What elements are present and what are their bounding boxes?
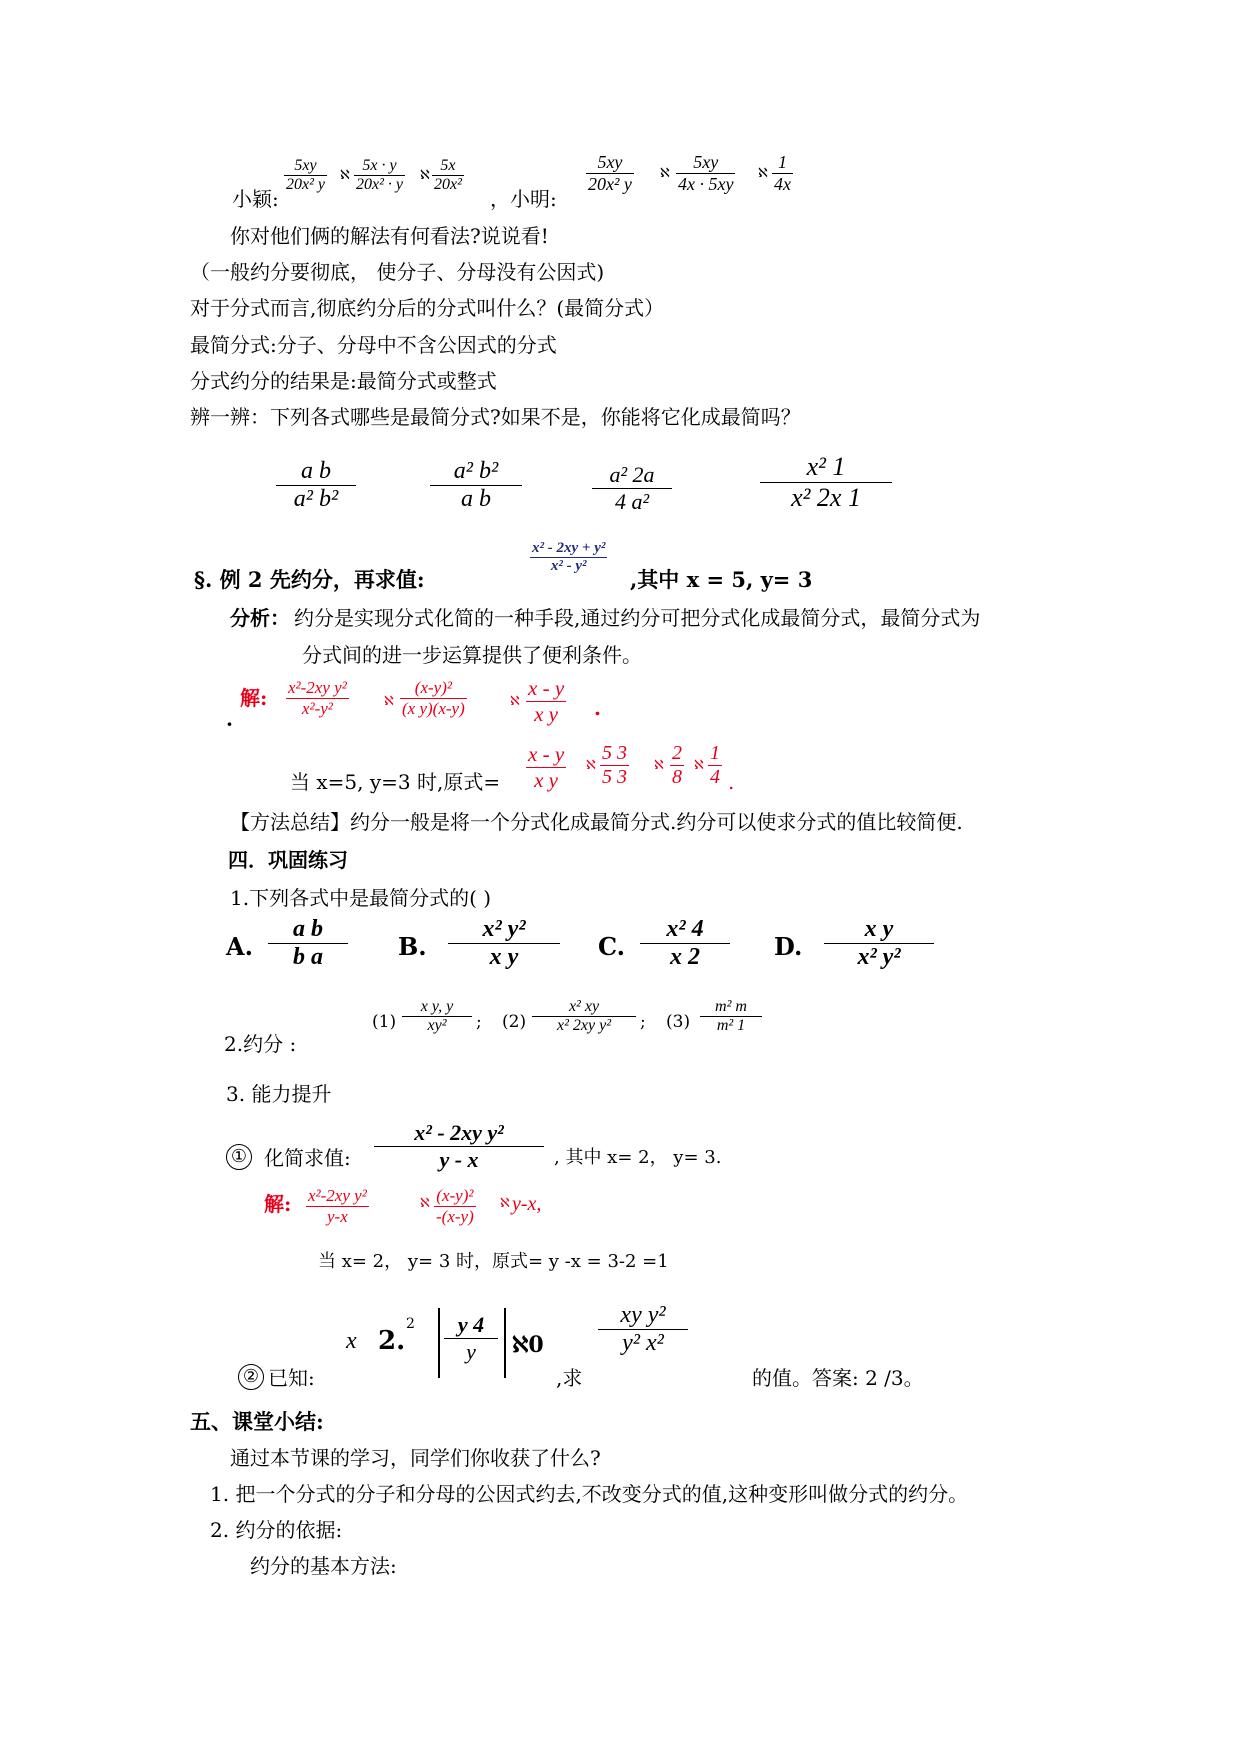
- fraction: a b b a: [268, 916, 348, 971]
- text-line: 分式约分的结果是:最简分式或整式: [190, 369, 497, 393]
- circled-number-1: ①: [226, 1144, 252, 1170]
- question-label: 化简求值:: [264, 1146, 351, 1170]
- fraction: 1 4: [710, 742, 720, 788]
- fraction: x²-2xy y² y-x: [308, 1186, 367, 1226]
- equals-symbol: ℵ: [694, 758, 704, 773]
- fraction: 5x 20x²: [434, 157, 462, 193]
- equals-symbol: ℵ: [420, 1196, 430, 1211]
- fraction: x²-2xy y² x²-y²: [288, 678, 347, 718]
- fraction: 1 4x: [774, 152, 791, 194]
- fraction: x² xy x² 2xy y²: [532, 998, 636, 1035]
- summary-text: 通过本节课的学习，同学们你收获了什么?: [230, 1446, 601, 1470]
- fraction: x² y² x y: [448, 916, 560, 971]
- fraction: (x-y)² (x y)(x-y): [402, 678, 465, 718]
- question-label: 已知:: [268, 1366, 315, 1390]
- equals-symbol: ℵ: [340, 168, 350, 183]
- analysis-text: 约分是实现分式化简的一种手段,通过约分可把分式化成最简分式，最简分式为: [294, 606, 981, 630]
- equals-symbol: ℵ: [510, 694, 520, 709]
- fraction: x - y x y: [528, 742, 565, 792]
- analysis-text: 分式间的进一步运算提供了便利条件。: [302, 643, 642, 667]
- part-number: (3): [666, 1012, 691, 1032]
- section-heading: 五、课堂小结:: [190, 1409, 324, 1434]
- equals-symbol: ℵ: [384, 694, 394, 709]
- fraction: a b a² b²: [276, 458, 356, 513]
- question-stem: 1.下列各式中是最简分式的( ): [230, 886, 492, 910]
- text-line: 你对他们俩的解法有何看法?说说看!: [230, 224, 549, 248]
- solution-label: 解:: [240, 686, 268, 710]
- period: .: [728, 770, 735, 794]
- option-label-c: C.: [598, 932, 626, 961]
- method-summary: 【方法总结】约分一般是将一个分式化成最简分式.约分可以使求分式的值比较简便.: [230, 810, 963, 834]
- option-label-d: D.: [774, 932, 803, 961]
- fraction: 5xy 4x · 5xy: [678, 152, 734, 194]
- equals-symbol: ℵ: [654, 758, 664, 773]
- fraction: a² 2a 4 a²: [592, 462, 672, 515]
- option-label-a: A.: [226, 932, 253, 961]
- fraction: x² - 2xy y² y - x: [374, 1120, 544, 1173]
- example-heading: §. 例 2 先约分，再求值:: [194, 567, 425, 592]
- analysis-label: 分析：: [230, 606, 290, 630]
- fraction: x² 1 x² 2x 1: [760, 452, 892, 513]
- text-line: 辨一辨：下列各式哪些是最简分式?如果不是，你能将它化成最简吗？: [190, 405, 801, 429]
- number-two: 2.: [378, 1326, 406, 1356]
- equals-zero: ℵ0: [512, 1332, 544, 1358]
- question-text: ,求: [556, 1366, 583, 1390]
- fraction: a² b² a b: [430, 458, 522, 513]
- equals-symbol: ℵ: [660, 166, 670, 181]
- exponent: 2: [406, 1316, 415, 1332]
- summary-item: 1. 把一个分式的分子和分母的公因式约去,不改变分式的值,这种变形叫做分式的约分。: [210, 1482, 969, 1506]
- example-condition: ,其中 x = 5, y= 3: [630, 567, 813, 592]
- fraction: 5xy 20x² y: [588, 152, 632, 194]
- option-label-b: B.: [398, 932, 427, 961]
- fraction: x² 4 x 2: [640, 916, 730, 971]
- result: y-x,: [512, 1193, 542, 1215]
- separator: ;: [476, 1012, 482, 1032]
- question-label: 2.约分 :: [224, 1032, 297, 1056]
- equals-symbol: ℵ: [420, 168, 430, 183]
- part-number: (1): [372, 1012, 397, 1032]
- fraction: m² m m² 1: [700, 998, 762, 1035]
- equals-symbol: ℵ: [758, 166, 768, 181]
- fraction: 2 8: [672, 742, 682, 788]
- text-line: （一般约分要彻底， 使分子、分母没有公因式): [190, 260, 605, 284]
- fraction: 5x · y 20x² · y: [356, 157, 403, 193]
- fraction: x² - 2xy + y² x² - y²: [532, 540, 606, 574]
- section-heading: 四．巩固练习: [228, 848, 348, 872]
- summary-item: 2. 约分的依据:: [210, 1518, 343, 1542]
- substitution-text: 当 x=5, y=3 时,原式=: [290, 770, 501, 794]
- summary-text: 约分的基本方法:: [250, 1554, 397, 1578]
- xiaoying-label: 小颖:: [232, 187, 279, 211]
- question-condition: , 其中 x= 2， y= 3.: [554, 1147, 722, 1168]
- fraction: 5xy 20x² y: [286, 157, 325, 193]
- bullet-dot: ·: [226, 712, 233, 736]
- period: .: [594, 696, 601, 720]
- fraction: (x-y)² -(x-y): [436, 1186, 474, 1226]
- fraction: xy y² y² x²: [598, 1302, 688, 1357]
- text-line: 对于分式而言,彻底约分后的分式叫什么？(最简分式）: [190, 296, 665, 320]
- solution-label: 解:: [264, 1192, 292, 1216]
- question-title: 3. 能力提升: [226, 1082, 332, 1106]
- equals-symbol: ℵ: [500, 1196, 510, 1211]
- part-number: (2): [502, 1012, 527, 1032]
- equals-symbol: ℵ: [586, 758, 596, 773]
- text-line: 最简分式:分子、分母中不含公因式的分式: [190, 333, 557, 357]
- circled-number-2: ②: [238, 1364, 264, 1390]
- separator: ;: [640, 1012, 646, 1032]
- fraction: x - y x y: [528, 676, 565, 726]
- fraction: y 4 y: [444, 1312, 498, 1365]
- fraction: x y, y xy²: [402, 998, 472, 1035]
- fraction: 5 3 5 3: [602, 742, 627, 788]
- substitution-text: 当 x= 2， y= 3 时，原式= y -x = 3-2 =1: [318, 1251, 669, 1272]
- variable-x: x: [346, 1328, 357, 1354]
- fraction: x y x² y²: [824, 916, 934, 971]
- xiaoming-label: ，小明:: [490, 187, 557, 211]
- answer-text: 的值。答案: 2 /3。: [752, 1366, 924, 1390]
